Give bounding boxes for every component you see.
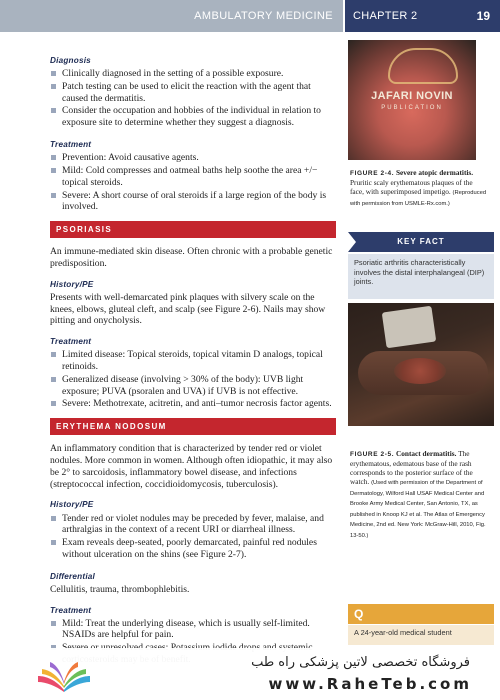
running-header-bar bbox=[0, 0, 343, 32]
figure-title: Severe atopic dermatitis. bbox=[396, 168, 474, 177]
list-item: Exam reveals deep-seated, poorly demarcated, painful red nodules without ulceration on the shins (see Figure 2-7). bbox=[50, 537, 336, 561]
diagnosis-heading: Diagnosis bbox=[50, 56, 91, 65]
chapter-header-bar bbox=[345, 0, 500, 32]
figure-source: (Reproduced with permission from USMLE-Rx.com.) bbox=[350, 190, 487, 207]
question-text: A 24-year-old medical student bbox=[348, 625, 494, 645]
figure-label: FIGURE 2-5. bbox=[350, 451, 395, 458]
psoriasis-treatment-list bbox=[50, 349, 336, 410]
store-name: فروشگاه تخصصی لاتین پزشکی راه طب bbox=[251, 655, 470, 670]
watermark-ornament-icon bbox=[388, 48, 458, 84]
differential-heading: Differential bbox=[50, 571, 96, 581]
psoriasis-section-title: PSORIASIS bbox=[50, 221, 336, 238]
list-item: Generalized disease (involving > 30% of the body): UVB light exposure; PUVA (psoralen and UVA) if UVB is not effective. bbox=[50, 374, 336, 398]
history-heading: History/PE bbox=[50, 500, 94, 510]
treatment-heading: Treatment bbox=[50, 140, 92, 150]
treatment-heading: Treatment bbox=[50, 337, 92, 347]
section-title: AMBULATORY MEDICINE bbox=[194, 10, 333, 22]
key-fact-text: Psoriatic arthritis characteristically involves the distal interphalangeal (DIP) joints. bbox=[348, 254, 494, 299]
list-item: Consider the occupation and hobbies of the individual in relation to exposure site to determine whether they suggest a diagnosis. bbox=[50, 105, 336, 129]
key-fact-title: KEY FACT bbox=[397, 237, 445, 246]
question-header bbox=[348, 604, 494, 624]
erythema-history-list bbox=[50, 513, 336, 561]
list-item: Prevention: Avoid causative agents. bbox=[50, 152, 336, 164]
page-number: 19 bbox=[476, 9, 490, 23]
history-heading: History/PE bbox=[50, 279, 94, 289]
store-url[interactable]: www.RaheTeb.com bbox=[268, 675, 472, 693]
figure-text: Pruritic scaly erythematous plaques of the face, with superimposed impetigo. bbox=[350, 178, 473, 197]
list-item: Severe: Methotrexate, acitretin, and anti–tumor necrosis factor agents. bbox=[50, 398, 336, 410]
erythema-nodosum-section-title: ERYTHEMA NODOSUM bbox=[50, 418, 336, 435]
figure-2-4-caption bbox=[350, 168, 488, 208]
book-logo-icon bbox=[36, 658, 92, 694]
treatment-heading: Treatment bbox=[50, 605, 92, 615]
figure-2-4-photo bbox=[348, 40, 476, 160]
store-watermark-footer bbox=[0, 648, 500, 700]
list-item: Patch testing can be used to elicit the reaction with the agent that caused the dermatitis. bbox=[50, 81, 336, 105]
list-item: Mild: Treat the underlying disease, which is usually self-limited. NSAIDs are helpful for pain. bbox=[50, 618, 336, 642]
list-item: Tender red or violet nodules may be preceded by fever, malaise, and arthralgias in the context of a recent URI or diarrheal illness. bbox=[50, 513, 336, 537]
list-item: Clinically diagnosed in the setting of a possible exposure. bbox=[50, 68, 336, 80]
list-item: Severe: A short course of oral steroids if a large region of the body is involved. bbox=[50, 190, 336, 214]
figure-text: The erythematous, edematous base of the rash corresponds to the posterior surface of the watch. bbox=[350, 449, 473, 487]
psoriasis-history: Presents with well-demarcated pink plaques with silvery scale on the knees, elbows, gluteal cleft, and scalp (see Figure 2-6). Nails may show pitting and onycholysis. bbox=[50, 291, 326, 327]
watermark-subtext: PUBLICATION bbox=[381, 105, 443, 111]
figure-source: (Used with permission of the Department of Dermatology, Wilford Hall USAF Medical Center and Brooke Army Medical Center, San Antonio, TX, as published in Knoop KJ et al. The Atlas of Emergency Medicine, 2nd ed. New York: McGraw-Hill, 2010, Fig. 13-50.) bbox=[350, 480, 486, 539]
question-marker: Q bbox=[354, 607, 364, 621]
figure-2-5-caption bbox=[350, 449, 488, 541]
figure-title: Contact dermatitis. bbox=[396, 449, 457, 458]
psoriasis-intro: An immune-mediated skin disease. Often chronic with a probable genetic predisposition. bbox=[50, 246, 333, 269]
list-item: Mild: Cold compresses and oatmeal baths help soothe the area +/− topical steroids. bbox=[50, 165, 336, 189]
chapter-label: CHAPTER 2 bbox=[353, 10, 418, 22]
figure-label: FIGURE 2-4. bbox=[350, 170, 395, 177]
treatment-list bbox=[50, 152, 336, 213]
diagnosis-list bbox=[50, 68, 336, 129]
figure-2-5-photo bbox=[348, 303, 494, 426]
differential-text: Cellulitis, trauma, thrombophlebitis. bbox=[50, 583, 190, 595]
key-fact-header bbox=[348, 232, 494, 252]
list-item: Limited disease: Topical steroids, topical vitamin D analogs, topical retinoids. bbox=[50, 349, 336, 373]
main-column bbox=[50, 56, 336, 667]
erythema-nodosum-intro: An inflammatory condition that is characterized by tender red or violet nodules. More common in women. Although often idiopathic, it may also be 2° to sarcoidosis, inflammatory bowel disease, and infections (streptococcal infection, coccidioidomycosis, tuberculosis). bbox=[50, 443, 333, 490]
watermark-text: JAFARI NOVIN bbox=[371, 90, 453, 102]
